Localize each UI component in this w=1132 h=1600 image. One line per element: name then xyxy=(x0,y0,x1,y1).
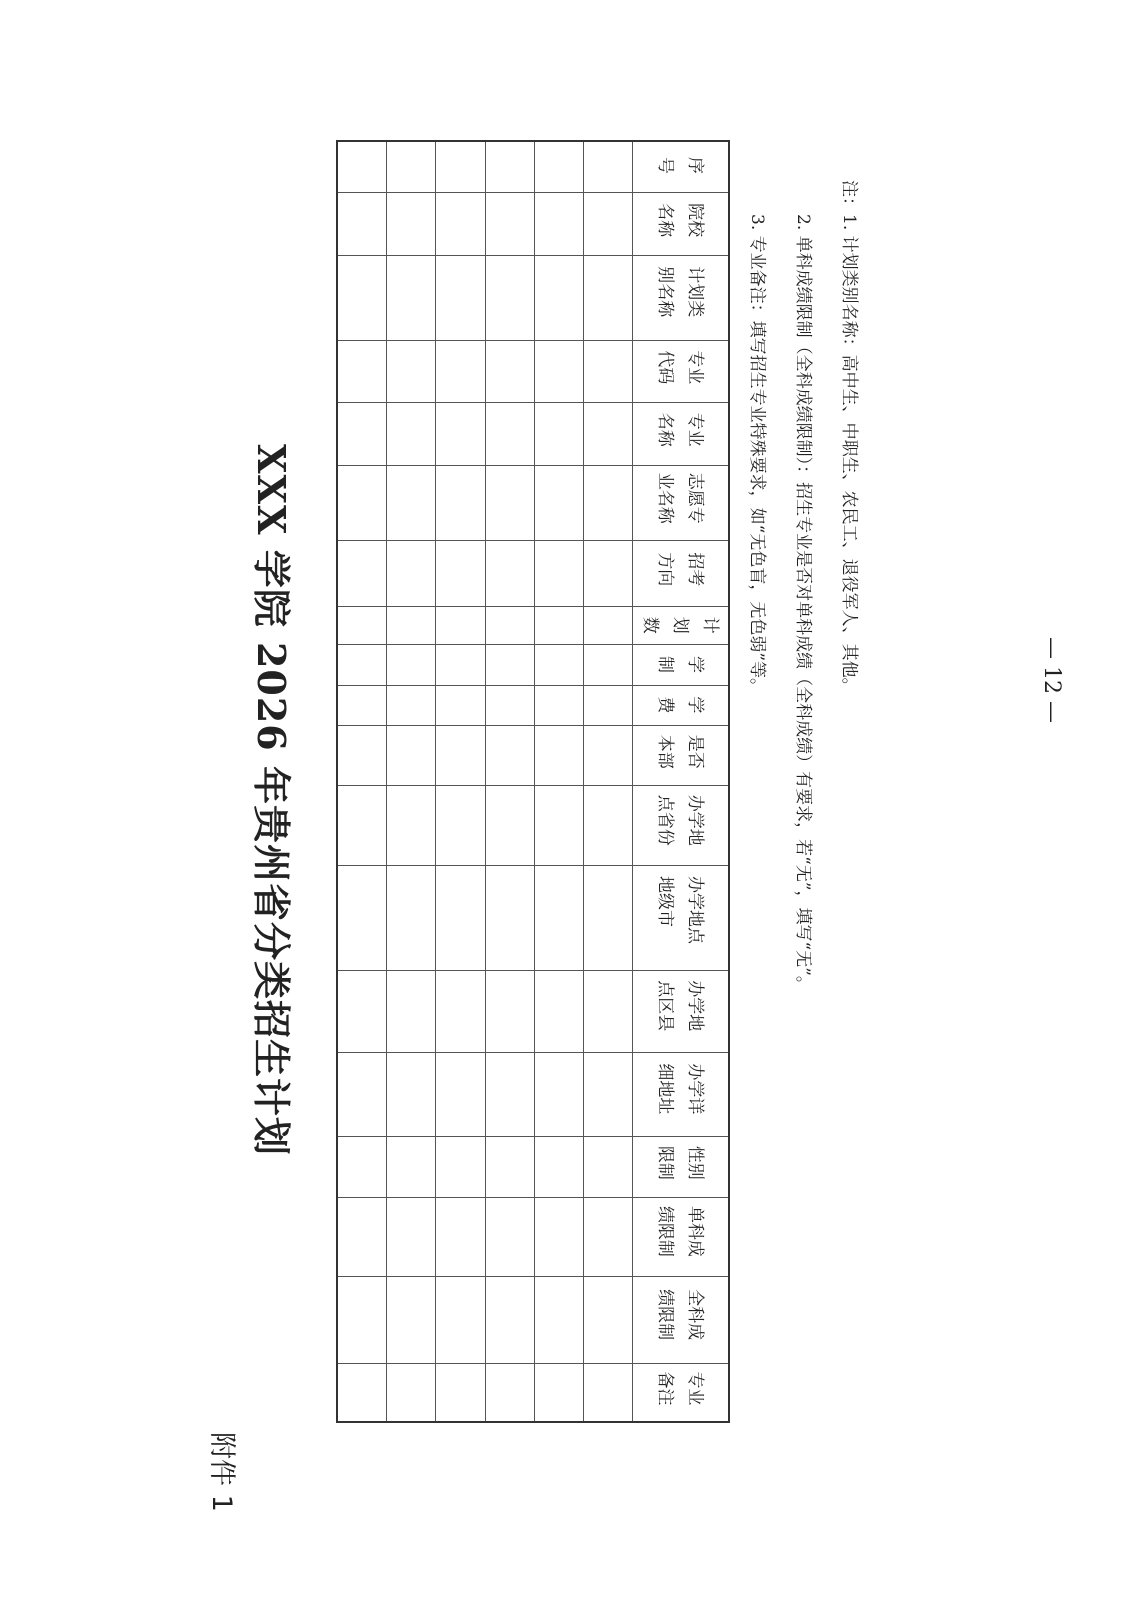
table-cell xyxy=(436,141,485,192)
table-row xyxy=(485,141,534,1422)
table-cell xyxy=(436,645,485,685)
table-cell xyxy=(387,192,436,255)
column-header-line: 性别 xyxy=(685,1145,706,1180)
table-cell xyxy=(534,341,583,402)
table-cell xyxy=(387,607,436,645)
table-cell xyxy=(337,540,387,607)
table-cell xyxy=(387,402,436,465)
table-cell xyxy=(583,726,632,786)
table-cell xyxy=(436,402,485,465)
column-header-line: 号 xyxy=(655,156,676,174)
table-cell xyxy=(387,540,436,607)
table-cell xyxy=(485,607,534,645)
column-header-line: 办学详 xyxy=(685,1063,706,1115)
column-header-line: 地级市 xyxy=(655,875,676,927)
column-header-line: 别名称 xyxy=(655,266,676,318)
table-cell xyxy=(436,970,485,1052)
notes-section xyxy=(734,180,872,1430)
table-cell xyxy=(387,1137,436,1197)
column-header-line: 划 xyxy=(670,616,691,634)
table-cell xyxy=(583,1197,632,1277)
table-row xyxy=(387,141,436,1422)
table-cell xyxy=(485,256,534,341)
table-cell xyxy=(534,1363,583,1422)
note-categories: 注：1. 计划类别名称：高中生、中职生、农民工、退役军人、其他。 xyxy=(839,180,859,695)
table-cell xyxy=(387,1197,436,1277)
table-cell xyxy=(583,402,632,465)
table-cell xyxy=(485,866,534,971)
table-row xyxy=(583,141,632,1422)
column-header-line: 专业 xyxy=(685,412,706,447)
table-cell xyxy=(387,645,436,685)
table-body xyxy=(337,141,633,1422)
column-header-line: 代码 xyxy=(655,350,676,385)
table-cell xyxy=(485,1363,534,1422)
table-cell xyxy=(387,866,436,971)
page-number: — 12 — xyxy=(1039,637,1064,723)
table-cell xyxy=(583,970,632,1052)
column-header-line: 制 xyxy=(655,656,676,674)
column-header xyxy=(633,256,730,341)
table-cell xyxy=(534,402,583,465)
column-header-line: 备注 xyxy=(655,1371,676,1406)
attachment-label: 附件 1 xyxy=(206,1432,237,1512)
table-cell xyxy=(534,192,583,255)
column-header-line: 本部 xyxy=(655,734,676,769)
table-cell xyxy=(387,141,436,192)
column-header xyxy=(633,726,730,786)
column-header-line: 细地址 xyxy=(655,1063,676,1115)
table-cell xyxy=(337,685,387,725)
column-header-line: 全科成 xyxy=(685,1289,706,1341)
table-cell xyxy=(436,192,485,255)
table-cell xyxy=(337,1137,387,1197)
table-cell xyxy=(583,607,632,645)
column-header xyxy=(633,540,730,607)
table-cell xyxy=(436,866,485,971)
table-cell xyxy=(436,1277,485,1364)
table-header xyxy=(633,141,730,1422)
table-cell xyxy=(387,970,436,1052)
table-cell xyxy=(436,1197,485,1277)
table-cell xyxy=(436,540,485,607)
table-row xyxy=(436,141,485,1422)
enrollment-plan-table xyxy=(336,140,730,1423)
table-cell xyxy=(436,1052,485,1137)
column-header-line: 专业 xyxy=(685,1371,706,1406)
table-cell xyxy=(534,1277,583,1364)
table-cell xyxy=(387,1052,436,1137)
table-cell xyxy=(485,726,534,786)
column-header-line: 业名称 xyxy=(655,472,676,524)
table-cell xyxy=(583,786,632,866)
table-cell xyxy=(485,141,534,192)
table-cell xyxy=(337,465,387,540)
table-cell xyxy=(485,970,534,1052)
table-cell xyxy=(485,402,534,465)
column-header-line: 专业 xyxy=(685,350,706,385)
table-cell xyxy=(436,1137,485,1197)
column-header-line: 学 xyxy=(685,696,706,714)
column-header-line: 绩限制 xyxy=(655,1205,676,1257)
column-header xyxy=(633,1277,730,1364)
note-score-limit: 2. 单科成绩限制（全科成绩限制）：招生专业是否对单科成绩（全科成绩）有要求，若“无”，填写“无”。 xyxy=(793,214,813,993)
table-cell xyxy=(534,256,583,341)
table-cell xyxy=(387,685,436,725)
document-title: XXX 学院 2026 年贵州省分类招生计划 xyxy=(249,444,294,1156)
table-cell xyxy=(387,786,436,866)
table-cell xyxy=(337,1277,387,1364)
table-cell xyxy=(485,540,534,607)
table-cell xyxy=(583,1277,632,1364)
table-cell xyxy=(485,1277,534,1364)
table-cell xyxy=(337,786,387,866)
column-header-line: 限制 xyxy=(655,1145,676,1180)
table-cell xyxy=(387,341,436,402)
table-cell xyxy=(583,465,632,540)
table-cell xyxy=(436,607,485,645)
table-cell xyxy=(436,726,485,786)
table-cell xyxy=(485,192,534,255)
table-cell xyxy=(337,1363,387,1422)
column-header xyxy=(633,866,730,971)
table-cell xyxy=(534,540,583,607)
table-cell xyxy=(337,1197,387,1277)
table-cell xyxy=(436,465,485,540)
column-header-line: 计 xyxy=(700,616,721,634)
table-cell xyxy=(583,192,632,255)
table-row xyxy=(534,141,583,1422)
table-cell xyxy=(485,786,534,866)
table-cell xyxy=(337,607,387,645)
table-cell xyxy=(337,256,387,341)
column-header-line: 序 xyxy=(685,156,706,174)
column-header xyxy=(633,192,730,255)
header-row xyxy=(633,141,730,1422)
table-cell xyxy=(583,341,632,402)
column-header-line: 点区县 xyxy=(655,980,676,1032)
table-cell xyxy=(583,141,632,192)
column-header-line: 招考 xyxy=(685,552,706,587)
column-header xyxy=(633,1197,730,1277)
table-cell xyxy=(337,645,387,685)
table-cell xyxy=(583,1363,632,1422)
table-cell xyxy=(337,141,387,192)
column-header xyxy=(633,607,730,645)
table-cell xyxy=(485,1197,534,1277)
column-header-line: 计划类 xyxy=(685,266,706,318)
table-cell xyxy=(534,866,583,971)
table-cell xyxy=(436,341,485,402)
table-row xyxy=(337,141,387,1422)
column-header-line: 学 xyxy=(685,656,706,674)
table-cell xyxy=(534,786,583,866)
table-cell xyxy=(534,1197,583,1277)
column-header-line: 办学地点 xyxy=(685,875,706,944)
table-cell xyxy=(436,685,485,725)
table-cell xyxy=(534,607,583,645)
column-header xyxy=(633,141,730,192)
table-cell xyxy=(436,1363,485,1422)
table-cell xyxy=(485,341,534,402)
table-cell xyxy=(337,866,387,971)
column-header-line: 志愿专 xyxy=(685,472,706,524)
table-cell xyxy=(387,1363,436,1422)
table-cell xyxy=(387,1277,436,1364)
table-cell xyxy=(387,726,436,786)
table-cell xyxy=(387,256,436,341)
table-cell xyxy=(583,866,632,971)
column-header-line: 是否 xyxy=(685,734,706,769)
column-header-line: 方向 xyxy=(655,552,676,587)
note-major-remarks: 3. 专业备注：填写招生专业特殊要求，如“无色盲，无色弱”等。 xyxy=(747,214,767,696)
column-header-line: 费 xyxy=(655,696,676,714)
column-header-line: 单科成 xyxy=(685,1205,706,1257)
table-cell xyxy=(337,192,387,255)
table-cell xyxy=(337,341,387,402)
table-cell xyxy=(534,685,583,725)
column-header-line: 绩限制 xyxy=(655,1289,676,1341)
column-header-line: 数 xyxy=(640,616,661,634)
column-header xyxy=(633,1052,730,1137)
table-cell xyxy=(337,970,387,1052)
table-cell xyxy=(485,1052,534,1137)
table-cell xyxy=(583,1052,632,1137)
table-cell xyxy=(436,786,485,866)
table-cell xyxy=(583,256,632,341)
column-header xyxy=(633,341,730,402)
column-header-line: 名称 xyxy=(655,412,676,447)
table-cell xyxy=(534,465,583,540)
table-cell xyxy=(534,726,583,786)
table-cell xyxy=(534,645,583,685)
table-cell xyxy=(534,970,583,1052)
column-header xyxy=(633,402,730,465)
table-cell xyxy=(485,465,534,540)
column-header xyxy=(633,970,730,1052)
table-cell xyxy=(436,256,485,341)
column-header-line: 办学地 xyxy=(685,794,706,846)
column-header xyxy=(633,1137,730,1197)
column-header xyxy=(633,685,730,725)
table-cell xyxy=(485,685,534,725)
table-cell xyxy=(583,645,632,685)
table-cell xyxy=(583,1137,632,1197)
column-header-line: 院校 xyxy=(685,203,706,238)
column-header-line: 办学地 xyxy=(685,980,706,1032)
table-cell xyxy=(534,141,583,192)
table-cell xyxy=(583,540,632,607)
table-cell xyxy=(534,1052,583,1137)
table-cell xyxy=(485,645,534,685)
column-header xyxy=(633,1363,730,1422)
table-cell xyxy=(534,1137,583,1197)
column-header xyxy=(633,465,730,540)
table-cell xyxy=(583,685,632,725)
column-header xyxy=(633,786,730,866)
column-header-line: 点省份 xyxy=(655,794,676,846)
table-cell xyxy=(337,726,387,786)
table-cell xyxy=(485,1137,534,1197)
table-cell xyxy=(387,465,436,540)
table-cell xyxy=(337,1052,387,1137)
column-header-line: 名称 xyxy=(655,203,676,238)
column-header xyxy=(633,645,730,685)
table-cell xyxy=(337,402,387,465)
